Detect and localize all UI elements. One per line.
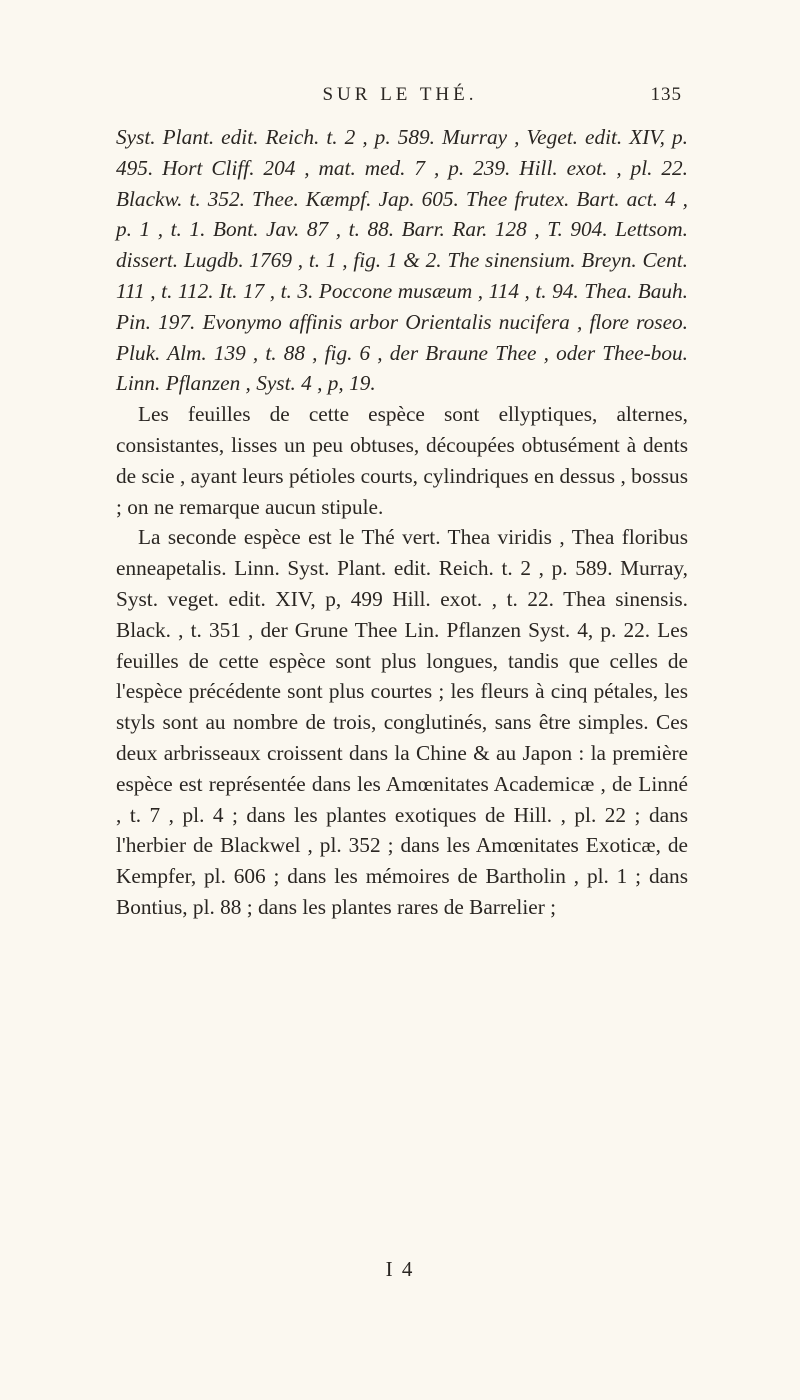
page-header xyxy=(0,84,800,120)
running-title: SUR LE THÉ. xyxy=(322,84,478,105)
page-number: 135 xyxy=(650,84,682,105)
body-text xyxy=(116,122,688,923)
paragraph-leaves-description: Les feuilles de cette espèce sont ellyptiques, alternes, consistantes, lisses un peu obtuses, découpées obtusément à dents de scie , ayant leurs pétioles courts, cylindriques en dessus , bossus ; on ne remarque aucun stipule. xyxy=(116,402,688,519)
paragraph-references: Syst. Plant. edit. Reich. t. 2 , p. 589. Murray , Veget. edit. XIV, p. 495. Hort Cliff. 204 , mat. med. 7 , p. 239. Hill. exot. , pl. 22. Blackw. t. 352. Thee. Kæmpf. Jap. 605. Thee frutex. Bart. act. 4 , p. 1 , t. 1. Bont. Jav. 87 , t. 88. Barr. Rar. 128 , T. 904. Lettsom. dissert. Lugdb. 1769 , t. 1 , fig. 1 & 2. The sinensium. Breyn. Cent. 111 , t. 112. It. 17 , t. 3. Poccone musæum , 114 , t. 94. Thea. Bauh. Pin. 197. Evonymo affinis arbor Orientalis nucifera , flore roseo. Pluk. Alm. 139 , t. 88 , fig. 6 , der Braune Thee , oder Thee-bou. Linn. Pflanzen , Syst. 4 , p, 19. xyxy=(116,125,688,396)
signature-mark: I 4 xyxy=(385,1257,415,1281)
paragraph-green-tea: La seconde espèce est le Thé vert. Thea viridis , Thea floribus enneapetalis. Linn. Syst. Plant. edit. Reich. t. 2 , p. 589. Murray, Syst. veget. edit. XIV, p, 499 Hill. exot. , t. 22. Thea sinensis. Black. , t. 351 , der Grune Thee Lin. Pflanzen Syst. 4, p. 22. Les feuilles de cette espèce sont plus longues, tandis que celles de l'espèce précédente sont plus courtes ; les fleurs à cinq pétales, les styls sont au nombre de trois, conglutinés, sans être simples. Ces deux arbrisseaux croissent dans la Chine & au Japon : la première espèce est représentée dans les Amœnitates Academicæ , de Linné , t. 7 , pl. 4 ; dans les plantes exotiques de Hill. , pl. 22 ; dans l'herbier de Blackwel , pl. 352 ; dans les Amœnitates Exoticæ, de Kempfer, pl. 606 ; dans les mémoires de Bartholin , pl. 1 ; dans Bontius, pl. 88 ; dans les plantes rares de Barrelier ; xyxy=(116,525,688,919)
